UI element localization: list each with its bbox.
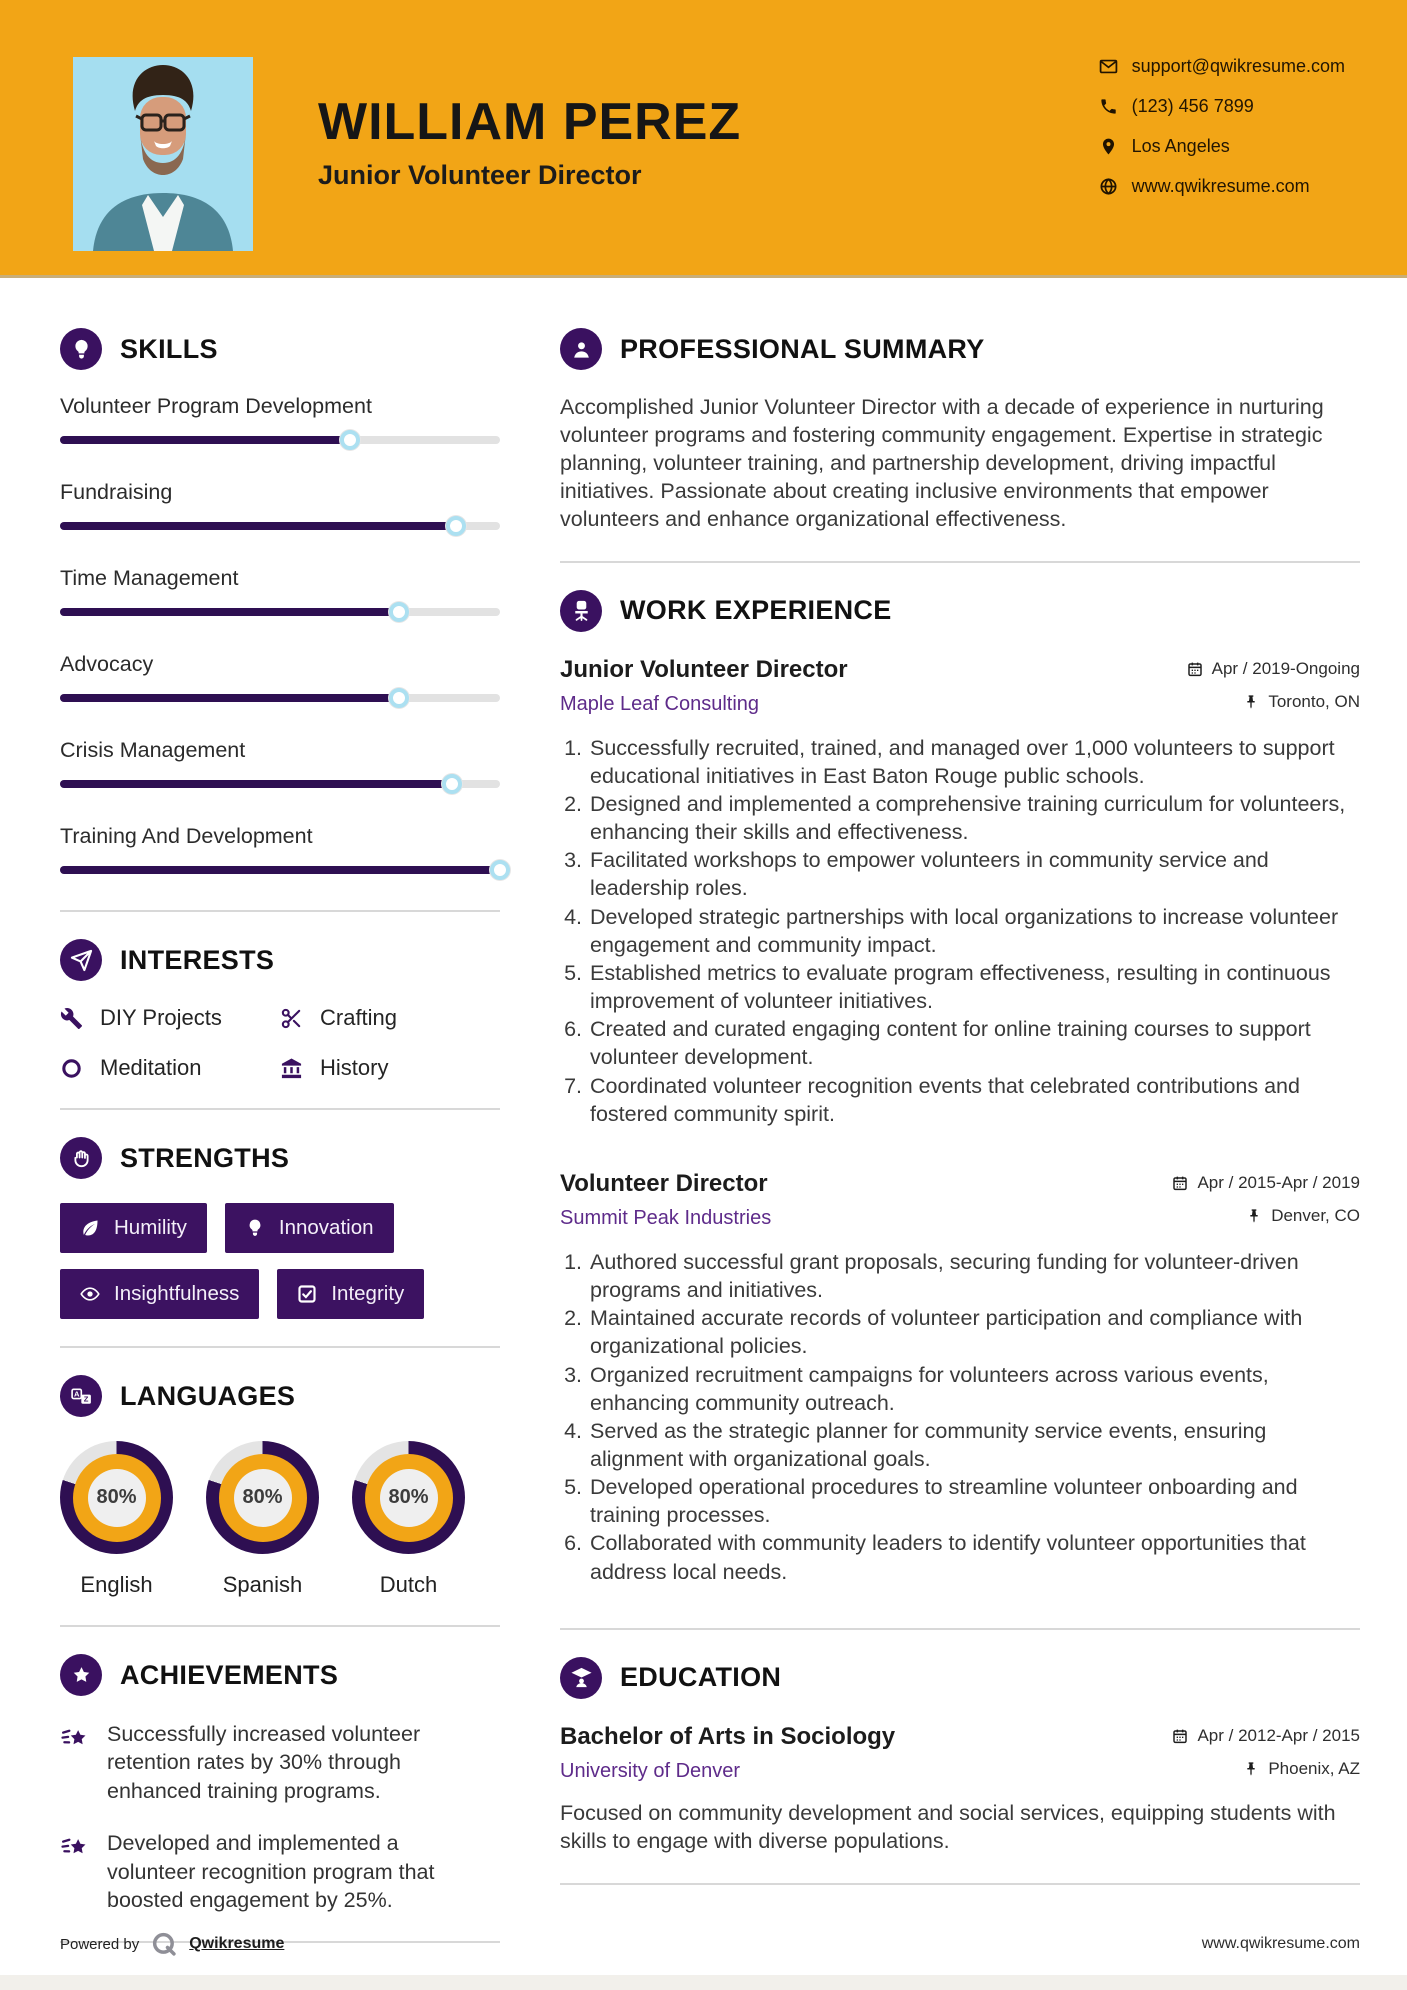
skill-fill xyxy=(60,780,452,788)
achievements-list xyxy=(60,1720,500,1914)
paper-plane-icon xyxy=(60,939,102,981)
skill-slider-handle[interactable] xyxy=(389,688,409,708)
contact-text: Los Angeles xyxy=(1131,136,1230,156)
skill-fill xyxy=(60,436,350,444)
shooting-star-icon xyxy=(60,1722,90,1752)
achievement-text: Developed and implemented a volunteer recognition program that boosted engagement by 25%. xyxy=(107,1831,435,1912)
language-donut-inner-ring xyxy=(73,1454,161,1542)
language-label: Spanish xyxy=(222,1572,303,1597)
strength-label: Innovation xyxy=(278,1216,374,1239)
contact-text: support@qwikresume.com xyxy=(1131,56,1345,76)
interests-heading: INTERESTS xyxy=(120,944,275,975)
skills-heading: SKILLS xyxy=(120,333,218,364)
interest-label: Meditation xyxy=(100,1055,202,1080)
strengths-header xyxy=(60,1137,500,1179)
strength-badge xyxy=(60,1269,259,1319)
shooting-star-icon xyxy=(60,1831,90,1861)
section-divider xyxy=(560,1883,1360,1885)
skill-fill xyxy=(60,522,456,530)
strength-badge xyxy=(60,1203,207,1253)
interest-label: History xyxy=(320,1055,389,1080)
job-bullet: 6. Created and curated engaging content for online training courses to support volunteer development. xyxy=(588,1015,1360,1071)
skill-slider[interactable] xyxy=(60,866,500,874)
calendar-icon xyxy=(1172,1175,1188,1191)
summary-text: Accomplished Junior Volunteer Director with a decade of experience in nurturing volunteer programs and fostering community engagement. Expertise in strategic planning, volunteer training, and partnership development, driving impactful initiatives. Passionate about creating inclusive environments that empower volunteers and enhance organizational effectiveness. xyxy=(560,395,1324,531)
summary-heading: PROFESSIONAL SUMMARY xyxy=(620,333,985,364)
job-dates xyxy=(1187,659,1360,679)
pushpin-icon xyxy=(1243,1761,1259,1777)
job-title: Junior Volunteer Director xyxy=(560,655,848,683)
contact-text: www.qwikresume.com xyxy=(1131,176,1310,196)
person-title: Junior Volunteer Director xyxy=(318,160,642,190)
svg-text:Z: Z xyxy=(83,1394,88,1404)
skill-slider-handle[interactable] xyxy=(442,774,462,794)
achievements-heading: ACHIEVEMENTS xyxy=(120,1659,339,1690)
section-divider xyxy=(60,1108,500,1110)
leaf-icon xyxy=(80,1218,100,1238)
job-title: Volunteer Director xyxy=(560,1169,768,1197)
contact-list xyxy=(1099,56,1345,197)
job-bullet: 7. Coordinated volunteer recognition events that celebrated contributions and fostered community spirit. xyxy=(588,1072,1360,1128)
skill-slider[interactable] xyxy=(60,608,500,616)
languages-heading: LANGUAGES xyxy=(120,1380,296,1411)
skill-label: Advocacy xyxy=(60,652,154,676)
skill-slider[interactable] xyxy=(60,436,500,444)
education-section xyxy=(560,1657,1360,1856)
skill-fill xyxy=(60,866,500,874)
job-entry xyxy=(560,1170,1360,1586)
profile-photo-illustration xyxy=(73,57,253,251)
language-percent: 80% xyxy=(380,1469,438,1527)
skill-slider[interactable] xyxy=(60,694,500,702)
job-bullet: 5. Developed operational procedures to streamline volunteer onboarding and training processes. xyxy=(588,1473,1360,1529)
pushpin-icon xyxy=(1243,694,1259,710)
language-donut xyxy=(352,1441,465,1554)
eye-icon xyxy=(80,1284,100,1304)
section-divider xyxy=(60,910,500,912)
strengths-section xyxy=(60,1137,500,1319)
interests-header xyxy=(60,939,500,981)
skill-label: Crisis Management xyxy=(60,738,246,762)
contact-text: (123) 456 7899 xyxy=(1131,96,1254,116)
job-location xyxy=(1246,1206,1360,1226)
education-header xyxy=(560,1657,1360,1699)
strength-badge xyxy=(277,1269,424,1319)
strength-label: Insightfulness xyxy=(114,1282,240,1305)
school-link[interactable]: University of Denver xyxy=(560,1759,741,1782)
job-bullet: 4. Served as the strategic planner for community service events, ensuring alignment with organizational goals. xyxy=(588,1417,1360,1473)
skill-item xyxy=(60,652,500,702)
strength-label: Integrity xyxy=(331,1282,405,1305)
job-location-text: Denver, CO xyxy=(1271,1205,1360,1225)
skill-slider[interactable] xyxy=(60,522,500,530)
main-content xyxy=(0,278,1407,1970)
education-location-text: Phoenix, AZ xyxy=(1268,1758,1360,1778)
job-location-text: Toronto, ON xyxy=(1268,691,1360,711)
skills-header xyxy=(60,328,500,370)
language-donut-inner-ring xyxy=(219,1454,307,1542)
user-icon xyxy=(560,328,602,370)
globe-icon xyxy=(1099,177,1118,196)
education-heading: EDUCATION xyxy=(620,1662,782,1693)
job-location xyxy=(1243,692,1360,712)
contact-item[interactable] xyxy=(1099,136,1345,157)
contact-item[interactable] xyxy=(1099,96,1345,117)
fist-icon xyxy=(60,1137,102,1179)
star-circle-icon xyxy=(60,1654,102,1696)
section-divider xyxy=(60,1346,500,1348)
strengths-list xyxy=(60,1203,500,1319)
skill-label: Training And Development xyxy=(60,824,313,848)
calendar-icon xyxy=(1172,1728,1188,1744)
skill-label: Time Management xyxy=(60,566,239,590)
language-percent: 80% xyxy=(88,1469,146,1527)
person-name: WILLIAM PEREZ xyxy=(318,93,742,151)
section-divider xyxy=(560,561,1360,563)
education-dates xyxy=(1172,1726,1360,1746)
experience-heading: WORK EXPERIENCE xyxy=(620,595,892,626)
language-label: Dutch xyxy=(379,1572,438,1597)
language-donut xyxy=(60,1441,173,1554)
languages-section xyxy=(60,1375,500,1598)
summary-section xyxy=(560,328,1360,534)
location-icon xyxy=(1099,137,1118,156)
interest-label: Crafting xyxy=(320,1005,398,1030)
profile-photo xyxy=(73,57,253,251)
job-bullet: 5. Established metrics to evaluate program effectiveness, resulting in continuous improvement of volunteer initiatives. xyxy=(588,959,1360,1015)
language-donut-inner-ring xyxy=(365,1454,453,1542)
strength-label: Humility xyxy=(114,1216,187,1239)
bulb-icon xyxy=(60,328,102,370)
language-item xyxy=(206,1441,319,1598)
languages-list xyxy=(60,1441,500,1598)
skill-item xyxy=(60,480,500,530)
office-chair-icon xyxy=(560,590,602,632)
skill-slider-handle[interactable] xyxy=(389,602,409,622)
skills-list xyxy=(60,394,500,874)
header-banner xyxy=(0,0,1407,278)
language-item xyxy=(352,1441,465,1598)
education-description: Focused on community development and social services, equipping students with skills to engage with diverse populations. xyxy=(560,1800,1336,1854)
qwikresume-link[interactable]: Qwikresume xyxy=(189,1935,285,1952)
interest-item xyxy=(60,1055,280,1081)
job-entry xyxy=(560,656,1360,1128)
interest-item xyxy=(60,1005,280,1031)
powered-by-label: Powered by xyxy=(60,1935,140,1953)
right-column xyxy=(560,328,1360,1970)
section-divider xyxy=(560,1628,1360,1630)
achievement-item xyxy=(60,1829,500,1914)
job-dates-text: Apr / 2015-Apr / 2019 xyxy=(1197,1172,1360,1192)
summary-header xyxy=(560,328,1360,370)
language-donut xyxy=(206,1441,319,1554)
skill-fill xyxy=(60,694,399,702)
job-company-link[interactable]: Maple Leaf Consulting xyxy=(560,692,760,715)
language-item xyxy=(60,1441,173,1598)
footer-website-link[interactable]: www.qwikresume.com xyxy=(1201,1935,1360,1952)
translate-icon xyxy=(60,1375,102,1417)
skills-section xyxy=(60,328,500,874)
scissors-icon xyxy=(280,1007,303,1030)
job-bullet: 1. Successfully recruited, trained, and managed over 1,000 volunteers to support educational initiatives in East Baton Rouge public schools. xyxy=(588,734,1360,790)
language-label: English xyxy=(80,1572,153,1597)
achievement-item xyxy=(60,1720,500,1805)
left-column xyxy=(60,328,500,1970)
job-bullets xyxy=(560,734,1360,1128)
interests-list xyxy=(60,1005,500,1081)
ring-icon xyxy=(60,1057,83,1080)
skill-slider[interactable] xyxy=(60,780,500,788)
job-bullet: 3. Facilitated workshops to empower volunteers in community service and leadership roles. xyxy=(588,846,1360,902)
svg-text:A: A xyxy=(73,1389,79,1398)
strength-badge xyxy=(225,1203,394,1253)
education-dates-text: Apr / 2012-Apr / 2015 xyxy=(1197,1725,1360,1745)
degree-title: Bachelor of Arts in Sociology xyxy=(560,1722,896,1750)
experience-header xyxy=(560,590,1360,632)
interests-section xyxy=(60,939,500,1081)
email-icon xyxy=(1099,57,1118,76)
wrench-icon xyxy=(60,1007,83,1030)
job-bullet: 6. Collaborated with community leaders to identify volunteer opportunities that address local needs. xyxy=(588,1529,1360,1585)
job-dates-text: Apr / 2019-Ongoing xyxy=(1211,658,1360,678)
language-percent: 80% xyxy=(234,1469,292,1527)
job-bullet: 1. Authored successful grant proposals, securing funding for volunteer-driven programs and initiatives. xyxy=(588,1248,1360,1304)
skill-item xyxy=(60,566,500,616)
achievement-text: Successfully increased volunteer retention rates by 30% through enhanced training programs. xyxy=(107,1722,421,1803)
skill-slider-handle[interactable] xyxy=(490,860,510,880)
check-square-icon xyxy=(297,1284,317,1304)
experience-section xyxy=(560,590,1360,1586)
footer-brand-group xyxy=(60,1930,284,1958)
job-bullets xyxy=(560,1248,1360,1586)
achievements-header xyxy=(60,1654,500,1696)
museum-icon xyxy=(280,1057,303,1080)
job-bullet: 2. Maintained accurate records of volunteer participation and compliance with organizational policies. xyxy=(588,1304,1360,1360)
contact-item[interactable] xyxy=(1099,176,1345,197)
bottom-strip xyxy=(0,1975,1407,1990)
skill-fill xyxy=(60,608,399,616)
skill-label: Fundraising xyxy=(60,480,173,504)
skill-slider-handle[interactable] xyxy=(446,516,466,536)
skill-item xyxy=(60,824,500,874)
skill-item xyxy=(60,394,500,444)
interest-item xyxy=(280,1005,500,1031)
bulb-icon xyxy=(245,1218,265,1238)
education-location xyxy=(1243,1759,1360,1779)
job-dates xyxy=(1172,1173,1360,1193)
graduate-icon xyxy=(560,1657,602,1699)
interest-label: DIY Projects xyxy=(100,1005,222,1030)
achievements-section xyxy=(60,1654,500,1914)
phone-icon xyxy=(1099,97,1118,116)
education-entry xyxy=(560,1723,1360,1856)
job-company-link[interactable]: Summit Peak Industries xyxy=(560,1206,772,1229)
job-bullet: 4. Developed strategic partnerships with local organizations to increase volunteer engagement and community impact. xyxy=(588,903,1360,959)
qwikresume-logo-icon xyxy=(150,1930,178,1958)
contact-item[interactable] xyxy=(1099,56,1345,77)
job-bullet: 3. Organized recruitment campaigns for volunteers across various events, enhancing community outreach. xyxy=(588,1361,1360,1417)
identity-block xyxy=(318,93,742,191)
interest-item xyxy=(280,1055,500,1081)
languages-header xyxy=(60,1375,500,1417)
page-footer xyxy=(60,1930,1360,1958)
skill-label: Volunteer Program Development xyxy=(60,394,372,418)
skill-item xyxy=(60,738,500,788)
jobs-list xyxy=(560,656,1360,1586)
skill-slider-handle[interactable] xyxy=(340,430,360,450)
pushpin-icon xyxy=(1246,1208,1262,1224)
calendar-icon xyxy=(1187,661,1203,677)
job-bullet: 2. Designed and implemented a comprehensive training curriculum for volunteers, enhancing their skills and effectiveness. xyxy=(588,790,1360,846)
strengths-heading: STRENGTHS xyxy=(120,1142,290,1173)
section-divider xyxy=(60,1625,500,1627)
